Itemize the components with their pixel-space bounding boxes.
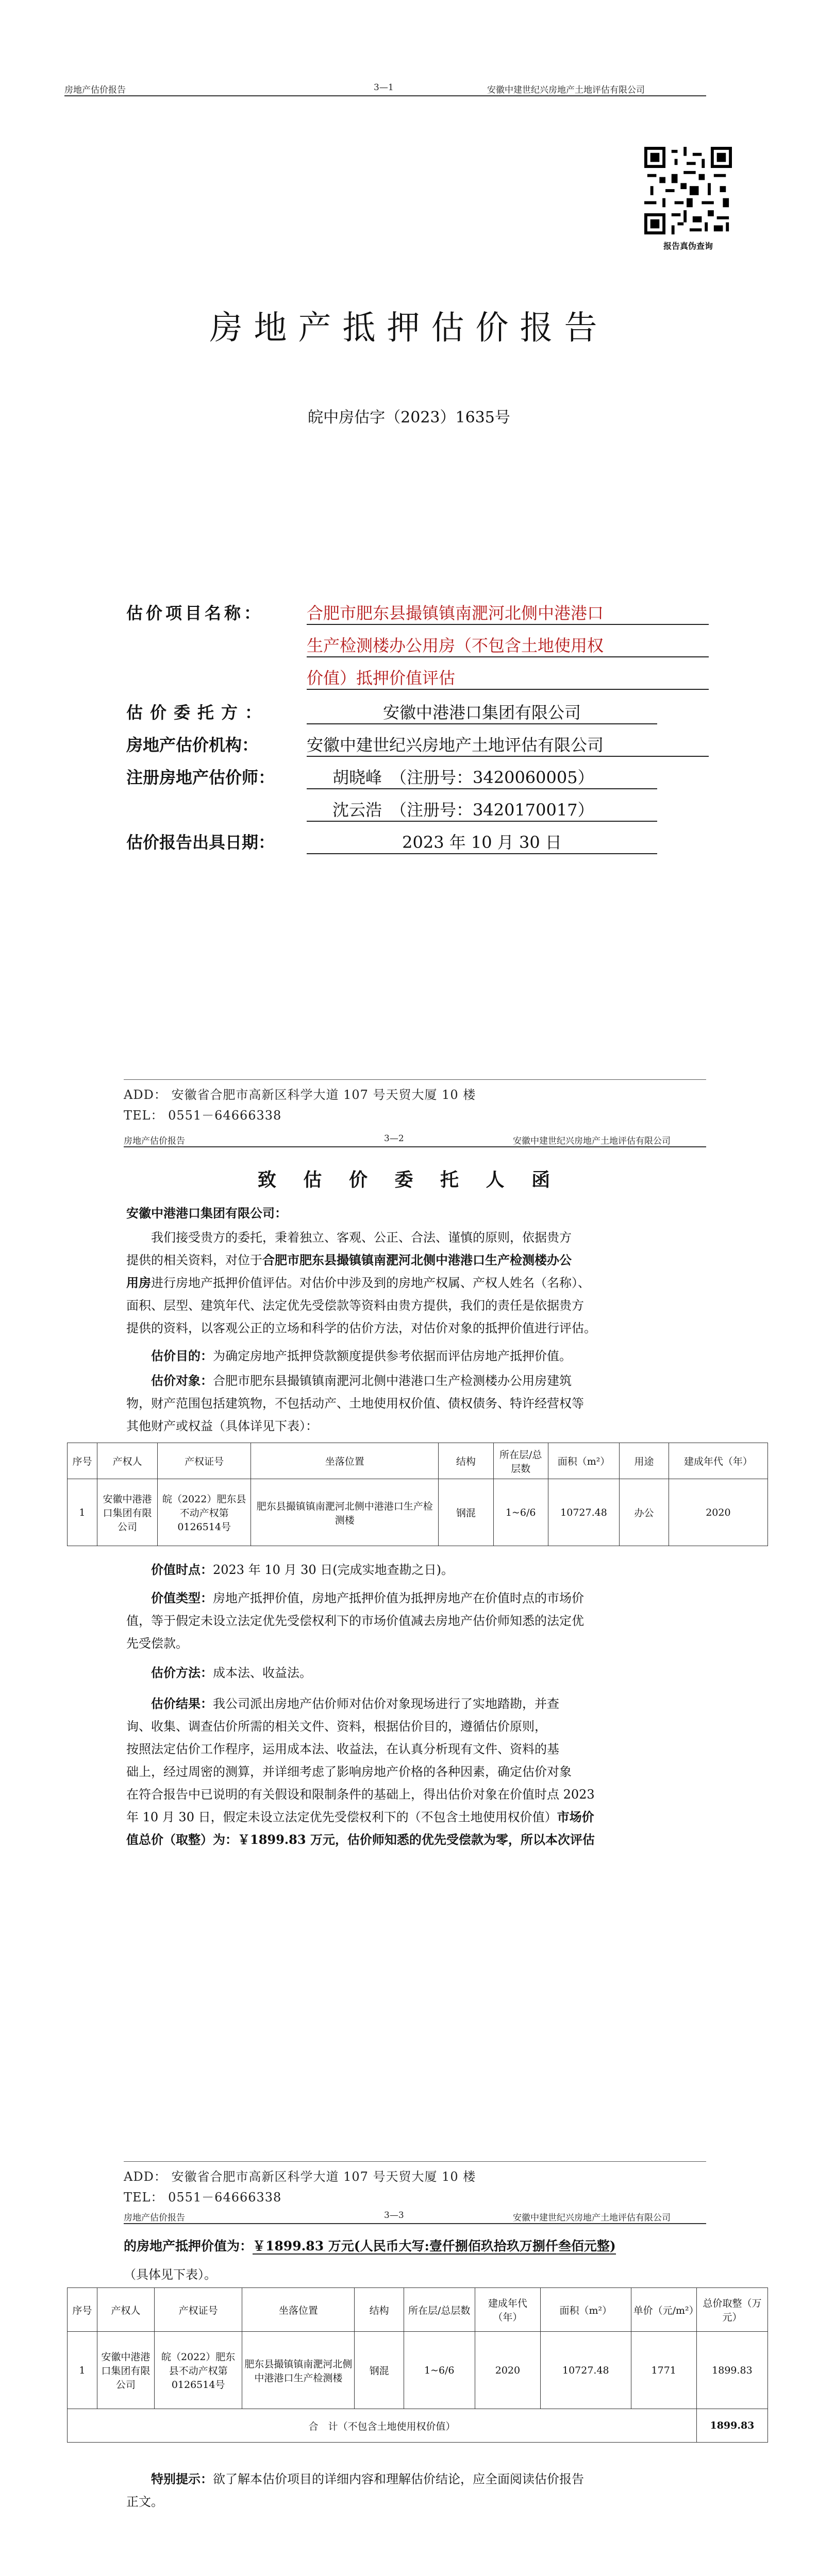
result-paragraph: 估价结果：我公司派出房地产估价师对估价对象现场进行了实地踏勘，并查 询、收集、调查估价所需的相关文件、资料，根据估价目的，遵循估价原则， 按照法定估价工作程序，运用成本法、收益法，在认真分析现有文件、资料的基 础上，经过周密的测算，并详细考虑了影响房地产价格的各种因素，确定估价对象 在符合报告中已说明的有关假设和限制条件的基础上，得出估价对象在价值时点 2023 年 10 月 30 日，假定未设立法定优先受偿权利下的（不包含土地使用权价值）市场价 值总价（取整）为：￥1899.83 万元，估价师知悉的优先受偿款为零，所以本次评估 — [126, 1696, 595, 1847]
report-ref-no: 皖中房估字（2023）1635号 — [308, 409, 510, 427]
special-notice-paragraph: 特别提示：欲了解本估价项目的详细内容和理解估价结论，应全面阅读估价报告 正文。 — [126, 2471, 584, 2509]
purpose-paragraph: 估价目的：为确定房地产抵押贷款额度提供参考依据而评估房地产抵押价值。 — [151, 1348, 572, 1363]
project-line-1: 合肥市肥东县撮镇镇南淝河北侧中港港口 — [307, 600, 709, 625]
object-paragraph: 估价对象：合肥市肥东县撮镇镇南淝河北侧中港港口生产检测楼办公用房建筑 物，财产范围包括建筑物，不包括动产、土地使用权价值、债权债务、特许经营权等 其他财产或权益（具体详见下表）： — [126, 1373, 584, 1433]
running-header-left: 房地产估价报告 — [64, 85, 126, 95]
footer-rule — [124, 1079, 706, 1080]
footer-address: ADD： 安徽省合肥市高新区科学大道 107 号天贸大厦 10 楼 — [124, 1088, 476, 1102]
running-header-right: 安徽中建世纪兴房地产土地评估有限公司 — [513, 2213, 671, 2223]
see-table-note: （具体见下表）。 — [124, 2267, 216, 2282]
appraiser-2: 沈云浩 （注册号：3420170017） — [307, 797, 657, 822]
project-line-2: 生产检测楼办公用房（不包含土地使用权 — [307, 633, 709, 657]
header-rule — [124, 2223, 706, 2224]
mortgage-value-line: 的房地产抵押价值为：￥1899.83 万元(人民币大写:壹仟捌佰玖拾玖万捌仟叁佰元整) — [124, 2239, 616, 2253]
qr-code[interactable] — [644, 147, 732, 234]
agency-value: 安徽中建世纪兴房地产土地评估有限公司 — [307, 732, 709, 757]
header-rule — [124, 1146, 706, 1147]
running-header-page: 3—1 — [374, 82, 394, 93]
appraiser-label: 注册房地产估价师： — [126, 768, 275, 787]
footer-rule — [124, 2161, 706, 2162]
letter-intro-paragraph: 我们接受贵方的委托，秉着独立、客观、公正、合法、谨慎的原则，依据贵方 提供的相关资料，对位于合肥市肥东县撮镇镇南淝河北侧中港港口生产检测楼办公 用房进行房地产抵押价值评估。对估价中涉及到的房地产权属、产权人姓名（名称）、 面积、层型、建筑年代、法定优先受偿款等资料由贵方提供，我们的责任是依据贵方 提供的资料，以客观公正的立场和科学的估价方法，对估价对象的抵押价值进行评估。 — [126, 1230, 596, 1335]
table-row: 1 安徽中港港口集团有限公司 皖（2022）肥东县不动产权第0126514号 肥东县撮镇镇南淝河北侧中港港口生产检测楼 钢混 1~6/6 2020 10727.48 1771 1899.83 — [68, 2332, 768, 2409]
value-type-paragraph: 价值类型：房地产抵押价值，房地产抵押价值为抵押房地产在价值时点的市场价 值，等于假定未设立法定优先受偿权利下的市场价值减去房地产估价师知悉的法定优 先受偿款。 — [126, 1590, 584, 1651]
qr-caption: 报告真伪查询 — [663, 241, 713, 251]
running-header-right: 安徽中建世纪兴房地产土地评估有限公司 — [513, 1136, 671, 1146]
date-value: 2023 年 10 月 30 日 — [307, 829, 657, 854]
table-row: 1 安徽中港港口集团有限公司 皖（2022）肥东县不动产权第0126514号 肥东县撮镇镇南淝河北侧中港港口生产检测楼 钢混 1~6/6 10727.48 办公 2020 — [68, 1479, 768, 1546]
running-header-page: 3—3 — [384, 2210, 404, 2221]
client-value: 安徽中港港口集团有限公司 — [307, 700, 657, 724]
date-label: 估价报告出具日期： — [126, 833, 275, 852]
valuation-date-paragraph: 价值时点：2023 年 10 月 30 日(完成实地查勘之日)。 — [151, 1562, 454, 1577]
footer-address: ADD： 安徽省合肥市高新区科学大道 107 号天贸大厦 10 楼 — [124, 2170, 476, 2184]
project-line-3: 价值）抵押价值评估 — [307, 665, 709, 690]
project-label: 估价项目名称： — [126, 603, 264, 623]
valuation-table: 序号 产权人 产权证号 坐落位置 结构 所在层/总层数 建成年代（年） 面积（m²） 单价（元/m²） 总价取整（万元） 1 安徽中港港口集团有限公司 皖（2022）肥东县不动产权第0126514号 肥东县撮镇镇南淝河北侧中港港口生产检测楼 钢混 1~6/6 2020 10727.48 1771 1899.83 合 计（不包含土地使用权价值） 1899.83 — [67, 2287, 768, 2443]
table-total-row: 合 计（不包含土地使用权价值） 1899.83 — [68, 2409, 768, 2443]
letter-title: 致 估 价 委 托 人 函 — [257, 1169, 561, 1191]
running-header-left: 房地产估价报告 — [124, 1136, 185, 1146]
agency-label: 房地产估价机构： — [126, 735, 259, 755]
running-header-left: 房地产估价报告 — [124, 2213, 185, 2223]
footer-tel: TEL： 0551－64666338 — [124, 1108, 282, 1123]
client-label: 估价委托方： — [126, 703, 269, 722]
letter-addressee: 安徽中港港口集团有限公司： — [126, 1206, 287, 1221]
running-header-right: 安徽中建世纪兴房地产土地评估有限公司 — [487, 85, 645, 95]
method-paragraph: 估价方法：成本法、收益法。 — [151, 1665, 312, 1680]
running-header-page: 3—2 — [384, 1133, 404, 1144]
header-rule — [64, 95, 706, 96]
appraiser-1: 胡晓峰 （注册号：3420060005） — [307, 765, 657, 789]
property-table: 序号 产权人 产权证号 坐落位置 结构 所在层/总层数 面积（m²） 用途 建成年代（年） 1 安徽中港港口集团有限公司 皖（2022）肥东县不动产权第0126514号 肥东县撮镇镇南淝河北侧中港港口生产检测楼 钢混 1~6/6 10727.48 办公 2020 — [67, 1443, 768, 1546]
footer-tel: TEL： 0551－64666338 — [124, 2190, 282, 2205]
report-title: 房地产抵押估价报告 — [209, 309, 609, 347]
